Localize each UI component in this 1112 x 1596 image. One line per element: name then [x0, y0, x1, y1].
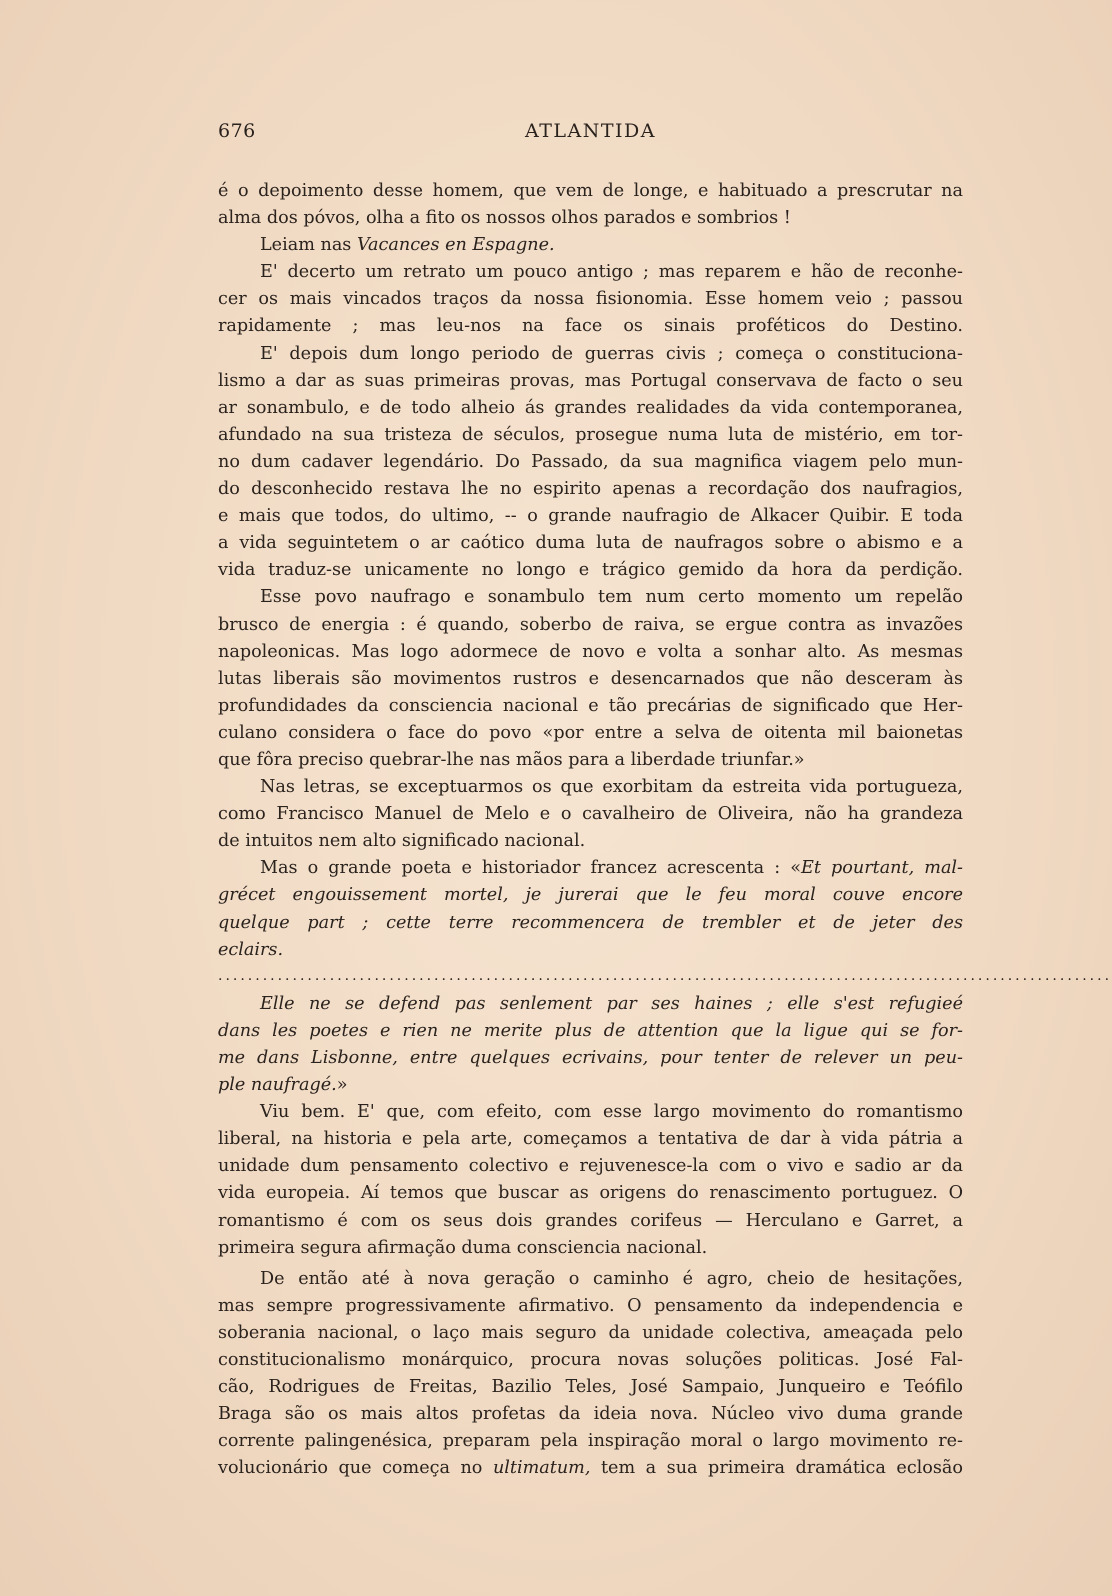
text-line: Elle ne se defend pas senlement par ses haines ; elle s'est refugieé — [260, 993, 963, 1014]
text-line: constitucionalismo monárquico, procura novas soluções politicas. José Fal- — [218, 1350, 963, 1371]
text-line: liberal, na historia e pela arte, começamos a tentativa de dar à vida pátria a — [218, 1129, 963, 1150]
text-line: E' decerto um retrato um pouco antigo ; mas reparem e hão de reconhe- — [260, 262, 963, 283]
text-line: volucionário que começa no ultimatum, tem a sua primeira dramática eclosão — [218, 1458, 963, 1479]
text-line: romantismo é com os seus dois grandes corifeus — Herculano e Garret, a — [218, 1210, 963, 1231]
text-line: de intuitos nem alto significado nacional. — [218, 831, 586, 852]
text-line: me dans Lisbonne, entre quelques ecrivains, pour tenter de relever un peu- — [218, 1048, 963, 1068]
page-number: 676 — [218, 120, 256, 142]
text-line: é o depoimento desse homem, que vem de longe, e habituado a prescrutar na — [218, 181, 963, 201]
text-line: alma dos póvos, olha a fito os nossos olhos parados e sombrios ! — [218, 208, 791, 229]
text-line: culano considera o face do povo «por entre a selva de oitenta mil baionetas — [218, 722, 963, 743]
text-line: que fôra preciso quebrar-lhe nas mãos para a liberdade triunfar.» — [218, 749, 805, 770]
text-line: Esse povo naufrago e sonambulo tem num certo momento um repelão — [260, 587, 963, 608]
ellipsis-divider: ........................................................................................................................ — [218, 967, 1112, 984]
text-line: De então até à nova geração o caminho é agro, cheio de hesitações, — [260, 1268, 963, 1289]
text-line: lutas liberais são movimentos rustros e desencarnados que não desceram às — [218, 668, 963, 689]
text-line: quelque part ; cette terre recommencera de trembler et de jeter des — [218, 912, 963, 933]
running-head — [218, 120, 963, 150]
text-line: lismo a dar as suas primeiras provas, mas Portugal conservava de facto o seu — [218, 370, 963, 391]
text-line: profundidades da consciencia nacional e tão precárias de significado que Her- — [218, 695, 963, 716]
text-line: Braga são os mais altos profetas da ideia nova. Núcleo vivo duma grande — [218, 1404, 963, 1425]
text-line: do desconhecido restava lhe no espirito apenas a recordação dos naufragios, — [218, 479, 963, 500]
text-line: brusco de energia : é quando, soberbo de raiva, se ergue contra as invazões — [218, 614, 963, 635]
text-line: a vida seguintetem o ar caótico duma luta de naufragos sobre o abismo e a — [218, 533, 963, 554]
text-line: no dum cadaver legendário. Do Passado, da sua magnifica viagem pelo mun- — [218, 451, 963, 472]
text-line: ple naufragé.» — [218, 1075, 348, 1096]
text-line: Viu bem. E' que, com efeito, com esse largo movimento do romantismo — [260, 1102, 963, 1123]
text-line: grécet engouissement mortel, je jurerai que le feu moral couve encore — [218, 885, 963, 906]
text-line: afundado na sua tristeza de séculos, prosegue numa luta de mistério, em tor- — [218, 424, 963, 445]
text-line: E' depois dum longo periodo de guerras civis ; começa o constituciona- — [260, 343, 963, 364]
text-line: soberania nacional, o laço mais seguro da unidade colectiva, ameaçada pelo — [218, 1322, 963, 1343]
text-line: dans les poetes e rien ne merite plus de attention que la ligue qui se for- — [218, 1020, 963, 1041]
journal-title: ATLANTIDA — [525, 120, 656, 142]
text-line: ar sonambulo, e de todo alheio ás grandes realidades da vida contemporanea, — [218, 397, 963, 418]
text-line: corrente palingenésica, preparam pela inspiração moral o largo movimento re- — [218, 1431, 963, 1452]
text-line: eclairs. — [218, 939, 284, 960]
text-line: napoleonicas. Mas logo adormece de novo e volta a sonhar alto. As mesmas — [218, 641, 963, 662]
text-line: rapidamente ; mas leu-nos na face os sinais proféticos do Destino. — [218, 316, 963, 337]
text-line: cer os mais vincados traços da nossa fisionomia. Esse homem veio ; passou — [218, 289, 963, 310]
text-line: Leiam nas Vacances en Espagne. — [260, 235, 555, 256]
text-line: unidade dum pensamento colectivo e rejuvenesce-la com o vivo e sadio ar da — [218, 1156, 963, 1177]
text-line: primeira segura afirmação duma consciencia nacional. — [218, 1237, 708, 1258]
text-line: como Francisco Manuel de Melo e o cavalheiro de Oliveira, não ha grandeza — [218, 804, 963, 825]
text-line: e mais que todos, do ultimo, -- o grande naufragio de Alkacer Quibir. E toda — [218, 506, 963, 527]
article-body — [218, 178, 1112, 1483]
text-line: vida europeia. Aí temos que buscar as origens do renascimento portuguez. O — [218, 1183, 963, 1204]
text-line: Nas letras, se exceptuarmos os que exorbitam da estreita vida portugueza, — [260, 777, 963, 798]
text-line: mas sempre progressivamente afirmativo. O pensamento da independencia e — [218, 1295, 963, 1316]
text-line: Mas o grande poeta e historiador francez acrescenta : «Et pourtant, mal- — [260, 858, 964, 879]
text-line: cão, Rodrigues de Freitas, Bazilio Teles, José Sampaio, Junqueiro e Teófilo — [218, 1377, 963, 1398]
text-line: vida traduz-se unicamente no longo e trágico gemido da hora da perdição. — [218, 560, 963, 581]
